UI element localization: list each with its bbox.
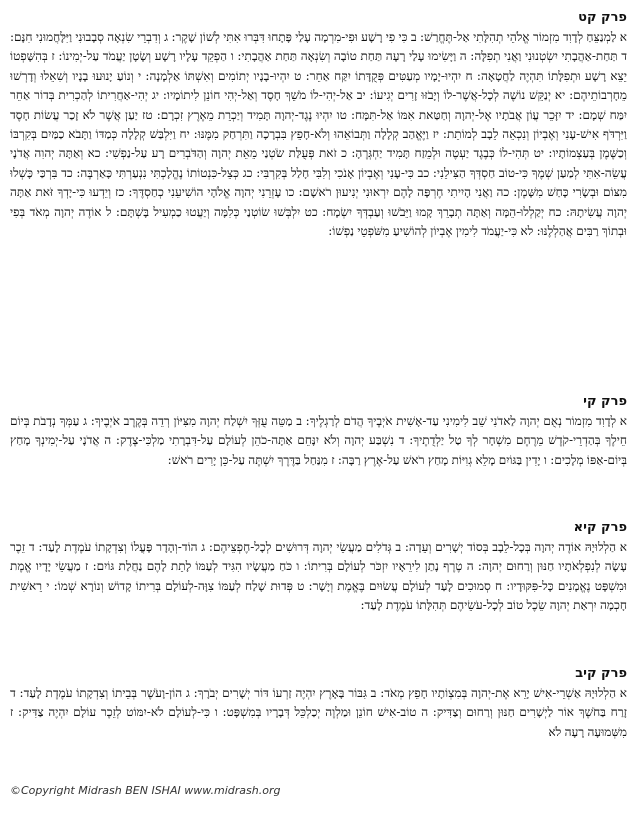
chapter-text: א הַלְלוּיָהּ אוֹדֶה יְהוָה בְּכָל-לֵבָב בְּסוֹד יְשָׁרִים וְעֵדָה: ב גְּדֹלִים מַעֲשֵׂי יְהוָה דְּרוּשִׁים לְכָל-חֶפְצֵיהֶם: ג הוֹד-וְהָדָר פָּעֳלוֹ וְצִדְקָתוֹ עֹמֶדֶת לָעַד: ד זֵכֶר עָשָׂה לְנִפְלְאֹתָיו חַנּוּן וְרַחוּם יְהוָה: ה טֶרֶף נָתַן לִירֵאָיו יִזְכֹּר לְעוֹלָם בְּרִיתוֹ: ו כֹּחַ מַעֲשָׂיו הִגִּיד לְעַמּוֹ לָתֵת לָהֶם נַחֲלַת גּוֹיִם: ז מַעֲשֵׂי יָדָיו אֱמֶת וּמִשְׁפָּט נֶאֱמָנִים כָּל-פִּקּוּדָיו: ח סְמוּכִים לָעַד לְעוֹלָם עֲשׂוּיִם בֶּאֱמֶת וְיָשָׁר: ט פְּדוּת שָׁלַח לְעַמּוֹ צִוָּה-לְעוֹלָם בְּרִיתוֹ קָדוֹשׁ וְנוֹרָא שְׁמוֹ: י רֵאשִׁית חָכְמָה יִרְאַת יְהוָה שֵׂכֶל טוֹב לְכָל-עֹשֵׂיהֶם תְּהִלָּתוֹ עֹמֶדֶת לָעַד:: [10, 540, 627, 613]
chapter-112: [10, 666, 627, 772]
chapter-heading: פרק קי: [583, 394, 627, 409]
chapter-text: א הַלְלוּיָהּ אַשְׁרֵי-אִישׁ יָרֵא אֶת-יְהוָה בְּמִצְוֹתָיו חָפֵץ מְאֹד: ב גִּבּוֹר בָּאָרֶץ יִהְיֶה זַרְעוֹ דּוֹר יְשָׁרִים יְבֹרָךְ: ג הוֹן-וָעֹשֶׁר בְּבֵיתוֹ וְצִדְקָתוֹ עֹמֶדֶת לָעַד: ד זָרַח בַּחֹשֶׁךְ אוֹר לַיְשָׁרִים חַנּוּן וְרַחוּם וְצַדִּיק: ה טוֹב-אִישׁ חוֹנֵן וּמַלְוֶה יְכַלְכֵּל דְּבָרָיו בְּמִשְׁפָּט: ו כִּי-לְעוֹלָם לֹא-יִמּוֹט לְזֵכֶר עוֹלָם יִהְיֶה צַדִּיק: ז מִשְּׁמוּעָה רָעָה לֹא: [10, 686, 627, 739]
chapter-109: [10, 10, 627, 358]
chapter-text: א לְדָוִד מִזְמוֹר נְאֻם יְהוָה לַאדֹנִי שֵׁב לִימִינִי עַד-אָשִׁית אֹיְבֶיךָ הֲדֹם לְרַגְלֶיךָ: ב מַטֵּה עֻזְּךָ יִשְׁלַח יְהוָה מִצִּיּוֹן רְדֵה בְּקֶרֶב אֹיְבֶיךָ: ג עַמְּךָ נְדָבֹת בְּיוֹם חֵילֶךָ בְּהַדְרֵי-קֹדֶשׁ מֵרֶחֶם מִשְׁחָר לְךָ טַל יַלְדֻתֶיךָ: ד נִשְׁבַּע יְהוָה וְלֹא יִנָּחֵם אַתָּה-כֹהֵן לְעוֹלָם עַל-דִּבְרָתִי מַלְכִּי-צֶדֶק: ה אֲדֹנָי עַל-יְמִינְךָ מָחַץ בְּיוֹם-אַפּוֹ מְלָכִים: ו יָדִין בַּגּוֹיִם מָלֵא גְוִיּוֹת מָחַץ רֹאשׁ עַל-אֶרֶץ רַבָּה: ז מִנַּחַל בַּדֶּרֶךְ יִשְׁתֶּה עַל-כֵּן יָרִים רֹאשׁ:: [10, 414, 627, 467]
chapter-111: [10, 520, 627, 663]
chapter-heading: פרק קט: [578, 10, 627, 25]
chapter-heading: פרק קיב: [575, 666, 627, 681]
chapter-heading: פרק קיא: [573, 520, 627, 535]
chapter-text: א לַמְנַצֵּחַ לְדָוִד מִזְמוֹר אֱלֹהֵי תְהִלָּתִי אַל-תֶּחֱרַשׁ: ב כִּי פִי רָשָׁע וּפִי-מִרְמָה עָלַי פָּתָחוּ דִּבְּרוּ אִתִּי לְשׁוֹן שָׁקֶר: ג וְדִבְרֵי שִׂנְאָה סְבָבוּנִי וַיִּלָּחֲמוּנִי חִנָּם: ד תַּחַת-אַהֲבָתִי יִשְׂטְנוּנִי וַאֲנִי תְפִלָּה: ה וַיָּשִׂימוּ עָלַי רָעָה תַּחַת טוֹבָה וְשִׂנְאָה תַּחַת אַהֲבָתִי: ו הַפְקֵד עָלָיו רָשָׁע וְשָׂטָן יַעֲמֹד עַל-יְמִינוֹ: ז בְּהִשָּׁפְטוֹ יֵצֵא רָשָׁע וּתְפִלָּתוֹ תִּהְיֶה לַחֲטָאָה: ח יִהְיוּ-יָמָיו מְעַטִּים פְּקֻדָּתוֹ יִקַּח אַחֵר: ט יִהְיוּ-בָנָיו יְתוֹמִים וְאִשְׁתּוֹ אַלְמָנָה: י וְנוֹעַ יָנוּעוּ בָנָיו וְשִׁאֵלוּ וְדָרְשׁוּ מֵחָרְבוֹתֵיהֶם: יא יְנַקֵּשׁ נוֹשֶׁה לְכָל-אֲשֶׁר-לוֹ וְיָבֹזּוּ זָרִים יְגִיעוֹ: יב אַל-יְהִי-לוֹ מֹשֵׁךְ חָסֶד וְאַל-יְהִי חוֹנֵן לִיתוֹמָיו: יג יְהִי-אַחֲרִיתוֹ לְהַכְרִית בְּדוֹר אַחֵר יִמַּח שְׁמָם: יד יִזָּכֵר עֲוֹן אֲבֹתָיו אֶל-יְהוָה וְחַטַּאת אִמּוֹ אַל-תִּמָּח: טו יִהְיוּ נֶגֶד-יְהוָה תָּמִיד וְיַכְרֵת מֵאֶרֶץ זִכְרָם: טז יַעַן אֲשֶׁר לֹא זָכַר עֲשׂוֹת חָסֶד וַיִּרְדֹּף אִישׁ-עָנִי וְאֶבְיוֹן וְנִכְאֵה לֵבָב לְמוֹתֵת: יז וַיֶּאֱהַב קְלָלָה וַתְּבוֹאֵהוּ וְלֹא-חָפֵץ בִּבְרָכָה וַתִּרְחַק מִמֶּנּוּ: יח וַיִּלְבַּשׁ קְלָלָה כְּמַדּוֹ וַתָּבֹא כַמַּיִם בְּקִרְבּוֹ וְכַשֶּׁמֶן בְּעַצְמוֹתָיו: יט תְּהִי-לוֹ כְּבֶגֶד יַעְטֶה וּלְמֵזַח תָּמִיד יַחְגְּרֶהָ: כ זֹאת פְּעֻלַּת שֹׂטְנַי מֵאֵת יְהוָה וְהַדֹּבְרִים רָע עַל-נַפְשִׁי: כא וְאַתָּה יְהוִה אֲדֹנָי עֲשֵׂה-אִתִּי לְמַעַן שְׁמֶךָ כִּי-טוֹב חַסְדְּךָ הַצִּילֵנִי: כב כִּי-עָנִי וְאֶבְיוֹן אָנֹכִי וְלִבִּי חָלַל בְּקִרְבִּי: כג כְּצֵל-כִּנְטוֹתוֹ נֶהֱלָכְתִּי נִנְעַרְתִּי כָּאַרְבֶּה: כד בִּרְכַּי כָּשְׁלוּ מִצּוֹם וּבְשָׂרִי כָּחַשׁ מִשָּׁמֶן: כה וַאֲנִי הָיִיתִי חֶרְפָּה לָהֶם יִרְאוּנִי יְנִיעוּן רֹאשָׁם: כו עָזְרֵנִי יְהוָה אֱלֹהָי הוֹשִׁיעֵנִי כְחַסְדֶּךָ: כז וְיֵדְעוּ כִּי-יָדְךָ זֹּאת אַתָּה יְהוָה עֲשִׂיתָהּ: כח יְקַלְלוּ-הֵמָּה וְאַתָּה תְבָרֵךְ קָמוּ וַיֵּבֹשׁוּ וְעַבְדְּךָ יִשְׂמָח: כט יִלְבְּשׁוּ שׂוֹטְנַי כְּלִמָּה וְיַעֲטוּ כַמְעִיל בָּשְׁתָּם: ל אוֹדֶה יְהוָה מְאֹד בְּפִי וּבְתוֹךְ רַבִּים אֲהַלְלֶנּוּ: לא כִּי-יַעֲמֹד לִימִין אֶבְיוֹן לְהוֹשִׁיעַ מִשֹּׁפְטֵי נַפְשׁוֹ:: [10, 30, 627, 239]
chapter-110: [10, 394, 627, 512]
copyright-footer: ©Copyright Midrash BEN ISHAI www.midrash.org: [10, 784, 281, 797]
